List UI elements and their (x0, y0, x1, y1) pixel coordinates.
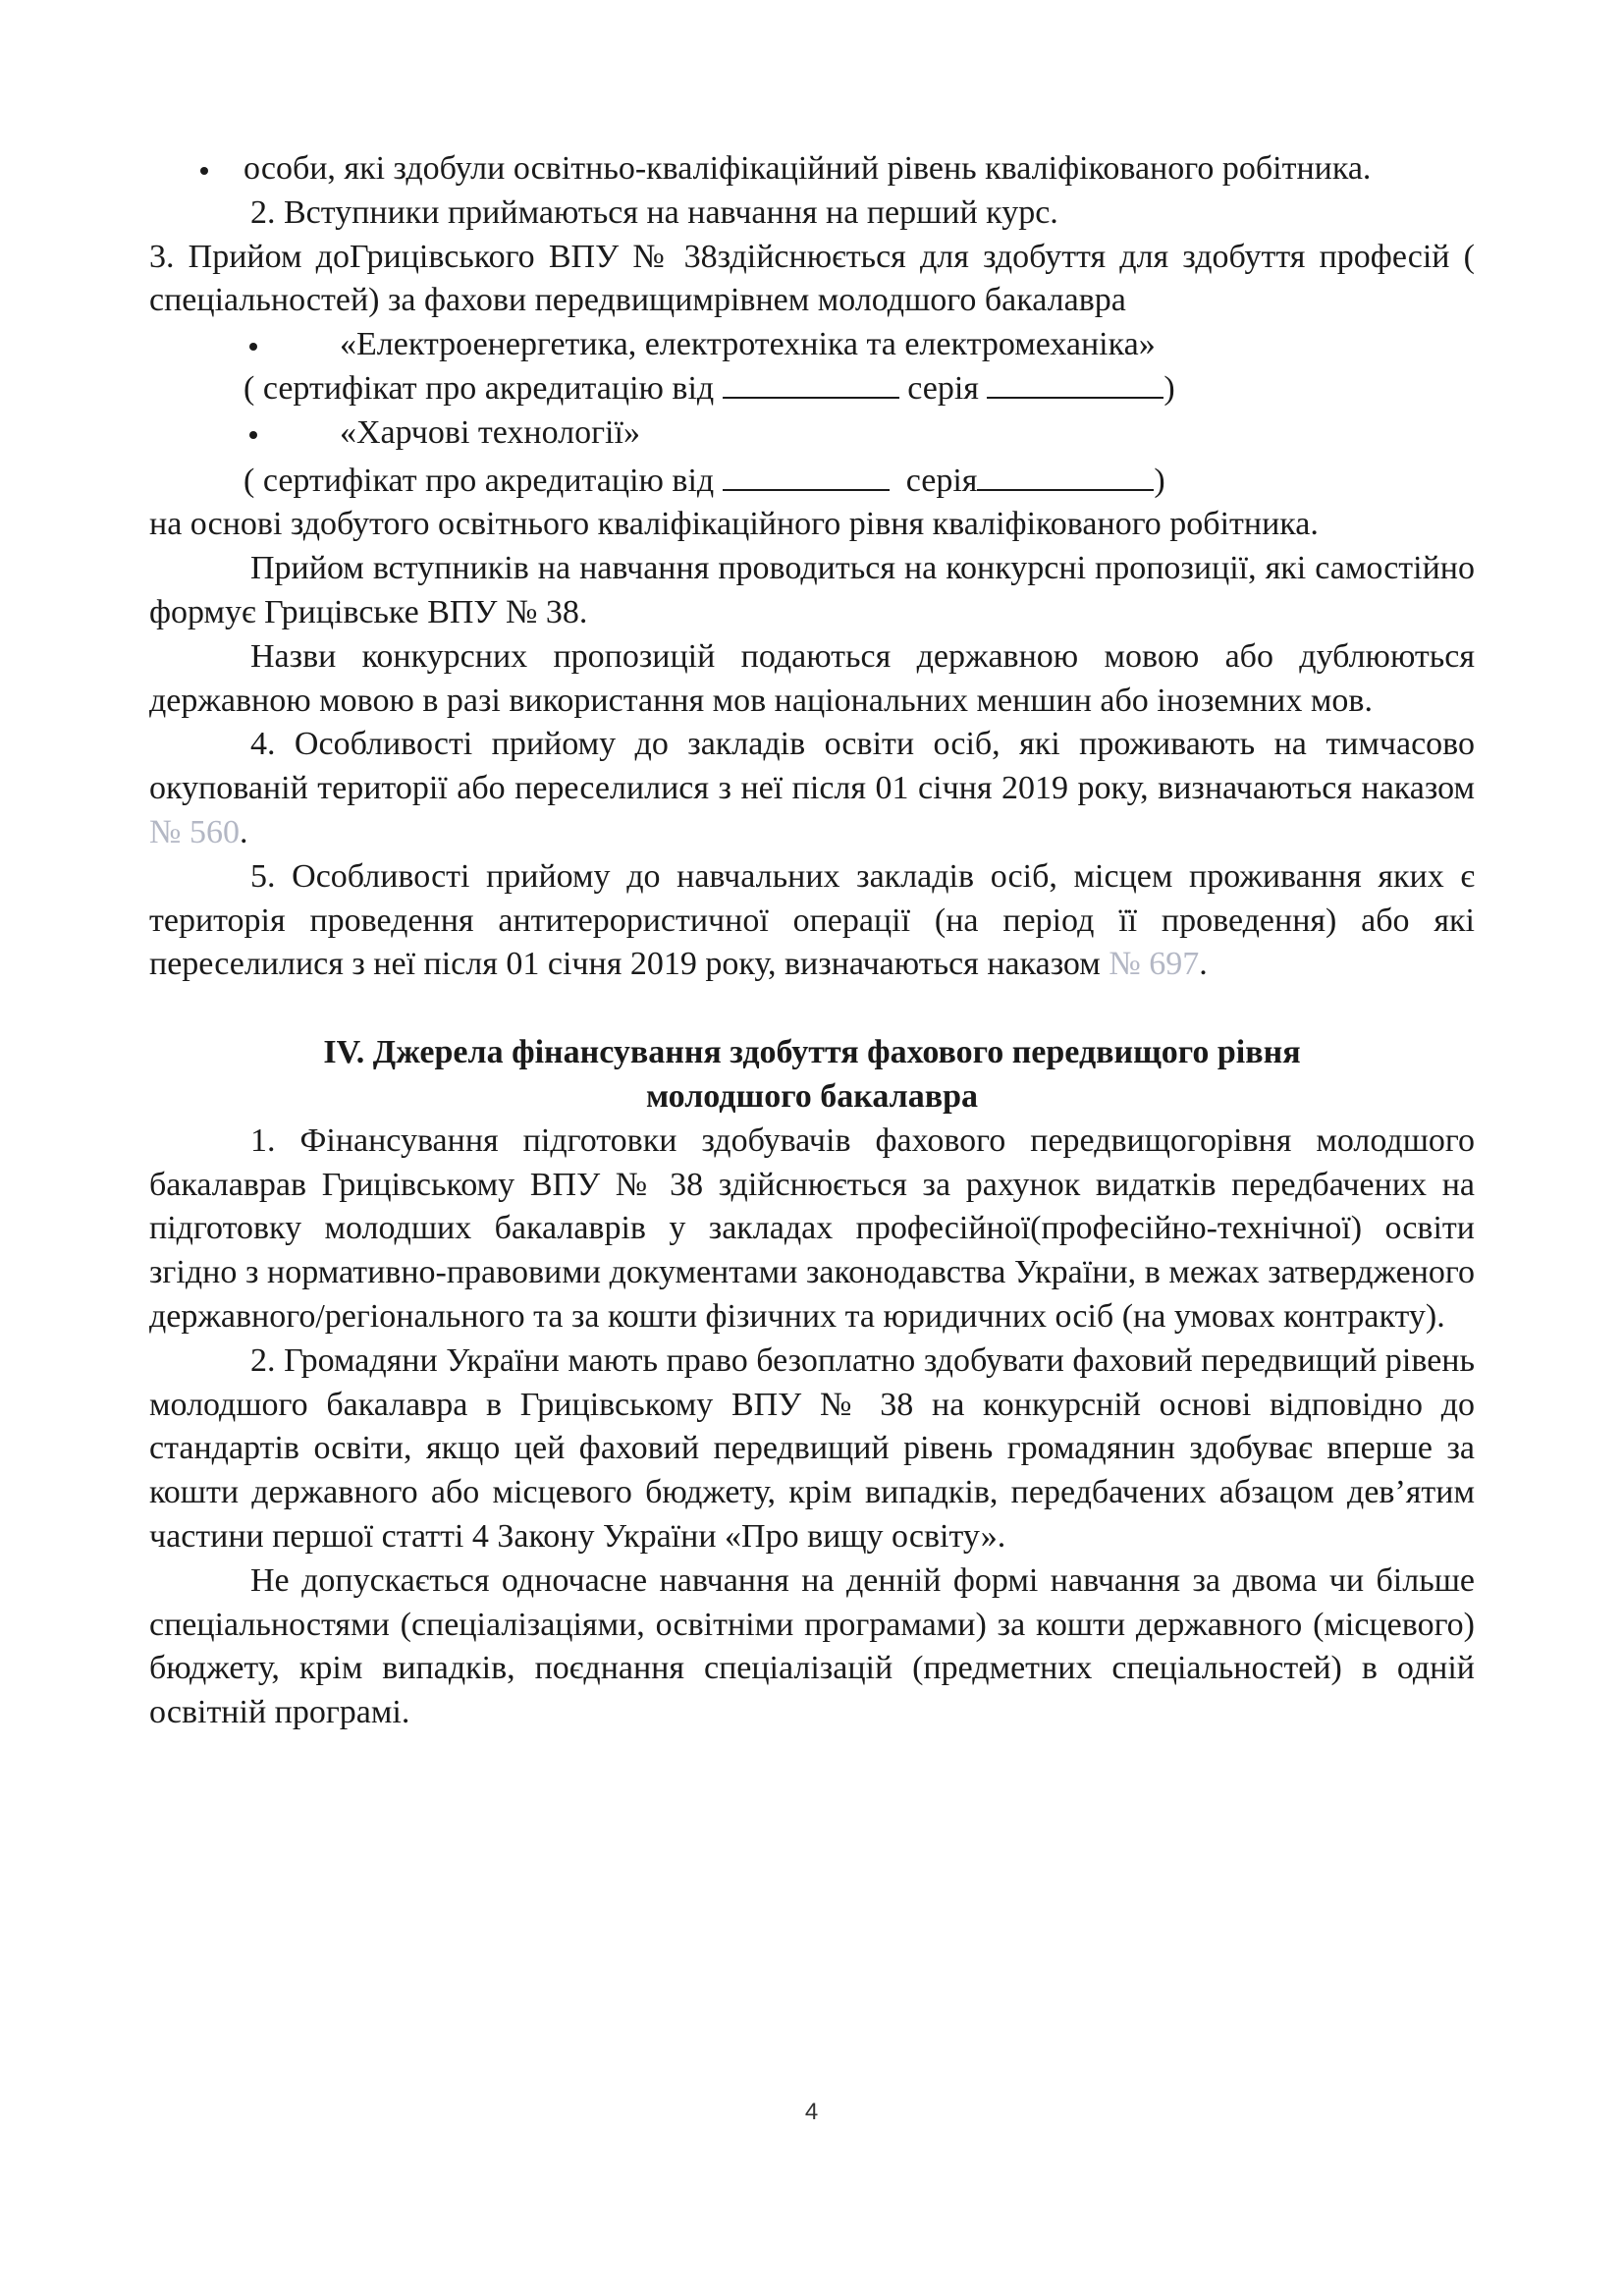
order-reference-697: № 697 (1109, 946, 1200, 983)
financing-paragraph-2: 2. Громадяни України мають право безоплатно здобувати фаховий передвищий рівень молодшого бакалавра в Грицівському ВПУ № 38 на конкурсній основі відповідно до стандартів освіти, якщо цей фаховий передвищий рівень громадянин здобуває вперше за кошти державного або місцевого бюджету, крім випадків, передбачених абзацом дев’ятим частини першої статті 4 Закону України «Про вищу освіту». (149, 1341, 1475, 1555)
paragraph-5 (149, 855, 1475, 987)
certificate-line-2 (149, 460, 1475, 504)
date-blank (723, 367, 899, 399)
cert-series-label: серія (905, 462, 978, 499)
bullet-icon (249, 431, 257, 439)
period: . (239, 813, 248, 850)
cert-series-label: серія (907, 369, 979, 407)
bullet-text: особи, які здобули освітньо-кваліфікаційний рівень кваліфікованого робітника. (243, 150, 1372, 187)
bullet-icon (200, 167, 208, 175)
specialty-label: «Харчові технології» (340, 413, 640, 451)
basis-paragraph: на основі здобутого освітнього кваліфікаційного рівня кваліфікованого робітника. (149, 506, 1319, 543)
page-number: 4 (804, 2099, 819, 2125)
order-reference-560: № 560 (149, 813, 240, 850)
paragraph-4-text: 4. Особливості прийому до закладів освіти осіб, які проживають на тимчасово окупованій території або переселилися з неї після 01 січня 2019 року, визначаються наказом (149, 726, 1475, 807)
bullet-item (149, 147, 1475, 191)
financing-paragraph-1: 1. Фінансування підготовки здобувачів фахового передвищогорівня молодшого бакалаврав Грицівському ВПУ № 38 здійснюється за рахунок видатків передбачених на підготовку молодших бакалаврів у закладах професійної(професійно-технічної) освіти згідно з нормативно-правовими документами законодавства України, в межах затвердженого державного/регіонального та за кошти фізичних та юридичних осіб (на умовах контракту). (149, 1121, 1475, 1335)
specialty-item-2 (149, 411, 1475, 456)
section-heading-line-1: IV. Джерела фінансування здобуття фахового передвищого рівня (323, 1034, 1301, 1071)
cert-prefix: ( сертифікат про акредитацію від (243, 369, 715, 407)
section-heading-line-2: молодшого бакалавра (645, 1077, 979, 1115)
financing-paragraph-3: Не допускається одночасне навчання на денній формі навчання за двома чи більше спеціальностями (спеціалізаціями, освітніми програмами) за кошти державного (місцевого) бюджету, крім випадків, поєднання спеціалізацій (предметних спеціальностей) в одній освітній програмі. (149, 1561, 1475, 1731)
paragraph-4 (149, 723, 1475, 854)
section-heading (149, 1031, 1475, 1120)
specialty-label: «Електроенергетика, електротехніка та електромеханіка» (340, 326, 1156, 363)
paragraph-5-text: 5. Особливості прийому до навчальних закладів осіб, місцем проживання яких є територія проведення антитерористичної операції (на період її проведення) або які переселилися з неї після 01 січня 2019 року, визначаються наказом (149, 857, 1475, 983)
cert-suffix: ) (1154, 462, 1165, 499)
paragraph-2: 2. Вступники приймаються на навчання на перший курс. (250, 193, 1058, 231)
series-blank (987, 367, 1163, 399)
specialty-item-1 (149, 323, 1475, 367)
admission-paragraph: Прийом вступників на навчання проводиться на конкурсні пропозиції, які самостійно формує Грицівське ВПУ № 38. (149, 550, 1475, 630)
date-blank (723, 460, 890, 491)
cert-prefix: ( сертифікат про акредитацію від (243, 462, 715, 499)
series-blank (977, 460, 1154, 491)
document-page (149, 147, 1475, 1735)
certificate-line-1 (149, 367, 1475, 411)
period: . (1199, 946, 1208, 983)
bullet-icon (249, 343, 257, 351)
names-paragraph: Назви конкурсних пропозицій подаються державною мовою або дублюються державною мовою в разі використання мов національних меншин або іноземних мов. (149, 637, 1475, 719)
paragraph-3: 3. Прийом доГрицівського ВПУ № 38здійснюється для здобуття для здобуття професій ( спеціальностей) за фахови передвищимрівнем молодшого бакалавра (149, 238, 1475, 319)
cert-suffix: ) (1163, 369, 1175, 407)
